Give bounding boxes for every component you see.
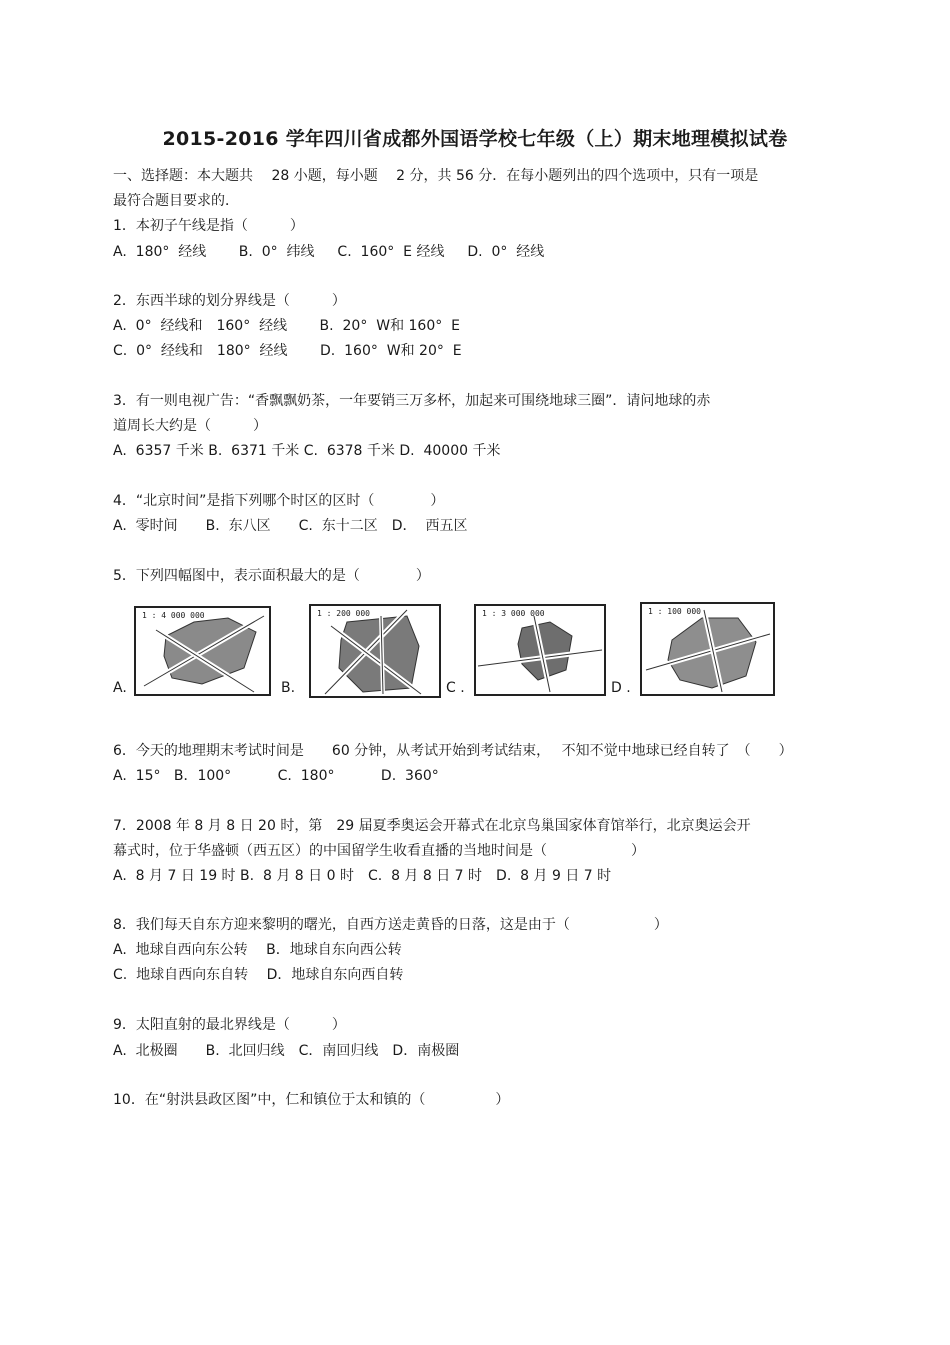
map-c-image — [474, 604, 606, 696]
map-d-label: D . — [611, 680, 631, 696]
question-7: 7．2008 年 8 月 8 日 20 时，第 29 届夏季奥运会开幕式在北京鸟巢国家体育馆举行，北京奥运会开 — [113, 818, 751, 834]
question-10: 10．在“射洪县政区图”中，仁和镇位于太和镇的（ ） — [113, 1092, 510, 1108]
map-a-label: A. — [113, 680, 127, 696]
section-intro-line-1: 一、选择题：本大题共 28 小题，每小题 2 分，共 56 分．在每小题列出的四个选项中，只有一项是 — [113, 168, 759, 184]
map-c-label: C . — [446, 680, 465, 696]
map-b-image — [309, 604, 441, 698]
map-b-label: B. — [281, 680, 296, 696]
map-a-scale: 1 : 4 000 000 — [142, 611, 205, 620]
question-1: 1．本初子午线是指（ ） — [113, 218, 304, 234]
question-8: 8．我们每天自东方迎来黎明的曙光，自西方送走黄昏的日落，这是由于（ ） — [113, 917, 668, 933]
map-d-image — [640, 602, 775, 696]
question-8-options-cd: C. 地球自西向东自转 D．地球自东向西自转 — [113, 967, 404, 983]
page-title: 2015-2016 学年四川省成都外国语学校七年级（上）期末地理模拟试卷 — [162, 128, 788, 150]
question-3-options: A. 6357 千米 B. 6371 千米 C. 6378 千米 D. 40000 千米 — [113, 443, 501, 459]
question-8-options-ab: A. 地球自西向东公转 B．地球自东向西公转 — [113, 942, 402, 958]
question-9: 9．太阳直射的最北界线是（ ） — [113, 1017, 346, 1033]
question-2: 2．东西半球的划分界线是（ ） — [113, 293, 346, 309]
map-a-image — [134, 606, 271, 696]
question-2-options-ab: A. 0° 经线和 160° 经线 B. 20° W和 160° E — [113, 318, 460, 334]
question-4: 4．“北京时间”是指下列哪个时区的区时（ ） — [113, 493, 445, 509]
question-6: 6．今天的地理期末考试时间是 60 分钟，从考试开始到考试结束， 不知不觉中地球已经自转了 （ ） — [113, 743, 793, 759]
map-b-scale: 1 : 200 000 — [317, 609, 370, 618]
question-1-options: A. 180° 经线 B. 0° 纬线 C. 160° E 经线 D. 0° 经线 — [113, 244, 545, 260]
question-7-cont: 幕式时，位于华盛顿（西五区）的中国留学生收看直播的当地时间是（ ） — [113, 843, 645, 859]
question-2-options-cd: C. 0° 经线和 180° 经线 D. 160° W和 20° E — [113, 343, 462, 359]
question-6-options: A. 15° B．100° C. 180° D. 360° — [113, 768, 439, 784]
map-d-scale: 1 : 100 000 — [648, 607, 701, 616]
map-c-scale: 1 : 3 000 000 — [482, 609, 545, 618]
question-3: 3．有一则电视广告：“香飘飘奶茶，一年要销三万多杯，加起来可围绕地球三圈”．请问地球的赤 — [113, 393, 711, 409]
question-4-options: A. 零时间 B. 东八区 C. 东十二区 D． 西五区 — [113, 518, 468, 534]
question-3-cont: 道周长大约是（ ） — [113, 418, 267, 434]
question-7-options: A. 8 月 7 日 19 时 B. 8 月 8 日 0 时 C. 8 月 8 日 7 时 D. 8 月 9 日 7 时 — [113, 868, 612, 884]
question-5: 5．下列四幅图中，表示面积最大的是（ ） — [113, 568, 430, 584]
section-intro-line-2: 最符合题目要求的． — [113, 193, 239, 209]
question-9-options: A. 北极圈 B. 北回归线 C．南回归线 D．南极圈 — [113, 1043, 460, 1059]
